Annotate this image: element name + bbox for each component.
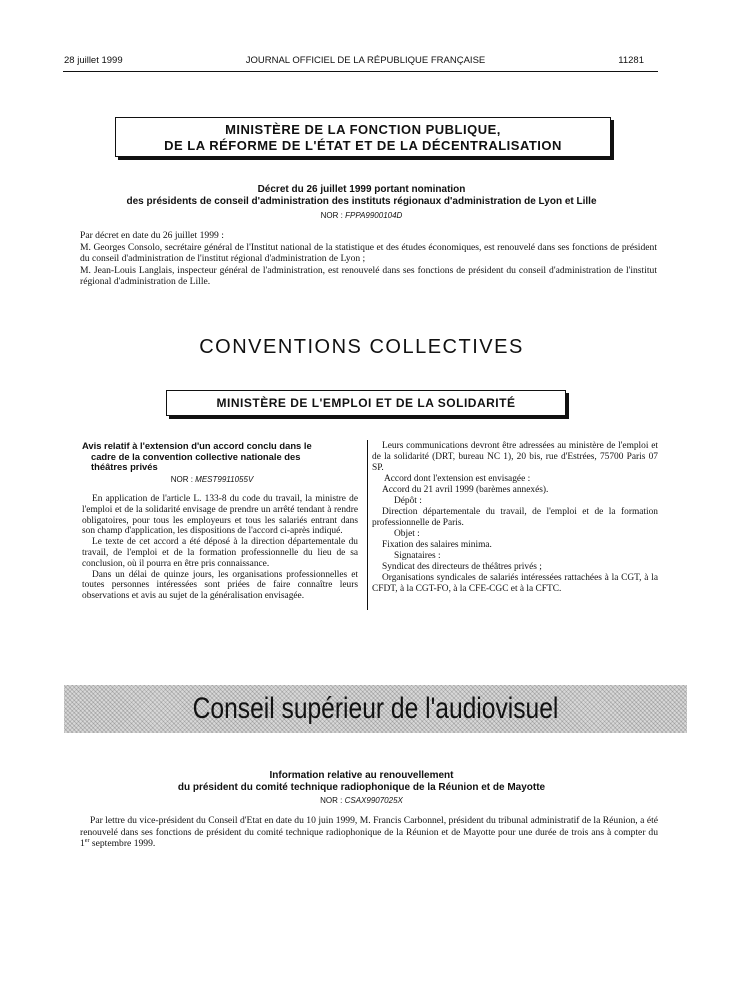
ministry-heading-box: [115, 117, 611, 157]
page-number: 11281: [618, 55, 644, 66]
section-title: CONVENTIONS COLLECTIVES: [199, 336, 524, 358]
avis-title: [82, 441, 342, 473]
info-text: Par lettre du vice-président du Conseil d'Etat en date du 10 juin 1999, M. Francis Carbonnel, président du tribunal administratif de la Réunion, a été renouvelé dans ses fonctions de président du comité technique radiophonique de la Réunion et de Mayotte pour une durée de trois ans à compter du 1: [80, 815, 658, 849]
ministry-heading-line1: MINISTÈRE DE LA FONCTION PUBLIQUE,: [225, 122, 501, 137]
nor-code: MEST9911055V: [195, 475, 254, 484]
header-rule: [63, 71, 658, 72]
decree-title-line2: des présidents de conseil d'administration des instituts régionaux d'administration de Lyon et Lille: [126, 196, 597, 207]
info-body: [80, 815, 658, 850]
info-title: [64, 770, 659, 794]
avis-title-line1: Avis relatif à l'extension d'un accord conclu dans le: [82, 440, 312, 451]
avis-paragraph: Dans un délai de quinze jours, les organisations professionnelles et toutes personnes intéressées sont priées de faire connaître leurs observations et avis au sujet de la généralisation envisagée.: [82, 569, 358, 602]
avis-right-column: [372, 441, 658, 595]
nor-code: CSAX9907025X: [344, 796, 403, 805]
decree-paragraph: M. Jean-Louis Langlais, inspecteur général de l'administration, est renouvelé dans ses fonctions de président du conseil d'administration de l'institut régional d'administration de Lille.: [80, 264, 657, 287]
info-text-end: septembre 1999.: [89, 838, 156, 849]
decree-body: [80, 230, 657, 288]
nor-label: NOR :: [170, 475, 196, 484]
avis-paragraph: Accord du 21 avril 1999 (barèmes annexés).: [382, 485, 549, 495]
avis-paragraph: En application de l'article L. 133-8 du code du travail, la ministre de l'emploi et de la solidarité envisage de prendre un arrêté tendant à rendre obligatoires, pour tous les employeurs et tous les salariés entrant dans son champ d'application, les dispositions de l'accord ci-après indiqué.: [82, 494, 358, 537]
avis-nor: [82, 475, 342, 484]
avis-subheading: Dépôt :: [394, 496, 422, 506]
csa-banner-title: Conseil supérieur de l'audiovisuel: [192, 692, 559, 725]
decree-title: [64, 184, 659, 208]
decree-paragraph: M. Georges Consolo, secrétaire général de l'Institut national de la statistique et des études économiques, est renouvelé dans ses fonctions de président du conseil d'administration de l'institut régional d'administration de Lyon ;: [80, 241, 657, 264]
ministry-heading-2: MINISTÈRE DE L'EMPLOI ET DE LA SOLIDARITÉ: [216, 396, 516, 410]
decree-title-line1: Décret du 26 juillet 1999 portant nomination: [257, 184, 466, 195]
nor-code: FPPA9900104D: [345, 211, 403, 220]
avis-paragraph: Leurs communications devront être adressées au ministère de l'emploi et de la solidarité (DRT, bureau NC 1), 20 bis, rue d'Estrées, 75700 Paris 07 SP.: [372, 441, 658, 473]
ministry-heading-box-2: [166, 390, 566, 416]
info-title-line2: du président du comité technique radiophonique de la Réunion et de Mayotte: [177, 782, 546, 793]
info-nor: [64, 796, 659, 805]
avis-paragraph: Le texte de cet accord a été déposé à la direction départementale du travail, de l'emploi et de la formation professionnelle du lieu de sa conclusion, où il pourra en être pris connaissance.: [82, 537, 358, 569]
avis-paragraph: Syndicat des directeurs de théâtres privés ;: [382, 562, 542, 572]
header-date: 28 juillet 1999: [64, 55, 123, 66]
avis-title-line3: théâtres privés: [91, 461, 158, 472]
avis-paragraph: Fixation des salaires minima.: [382, 540, 492, 550]
decree-nor: [64, 211, 659, 220]
avis-subheading: Objet :: [394, 529, 420, 539]
info-superscript: er: [84, 837, 90, 844]
avis-paragraph: Organisations syndicales de salariés intéressées rattachées à la CGT, à la CFDT, à la CGT-FO, à la CFE-CGC et à la CFTC.: [372, 573, 658, 594]
info-title-line1: Information relative au renouvellement: [269, 770, 454, 781]
avis-left-column: [82, 494, 358, 602]
column-divider: [367, 440, 368, 610]
avis-paragraph: Direction départementale du travail, de l'emploi et de la formation professionnelle de Paris.: [372, 507, 658, 528]
avis-subheading: Accord dont l'extension est envisagée :: [384, 474, 531, 484]
decree-paragraph: Par décret en date du 26 juillet 1999 :: [80, 230, 224, 241]
nor-label: NOR :: [320, 211, 346, 220]
info-paragraph: [80, 815, 658, 850]
journal-title: JOURNAL OFFICIEL DE LA RÉPUBLIQUE FRANÇAISE: [245, 55, 486, 66]
nor-label: NOR :: [320, 796, 345, 805]
avis-subheading: Signataires :: [394, 551, 441, 561]
ministry-heading-line2: DE LA RÉFORME DE L'ÉTAT ET DE LA DÉCENTRALISATION: [164, 138, 562, 153]
avis-title-line2: cadre de la convention collective nationale des: [91, 450, 301, 462]
